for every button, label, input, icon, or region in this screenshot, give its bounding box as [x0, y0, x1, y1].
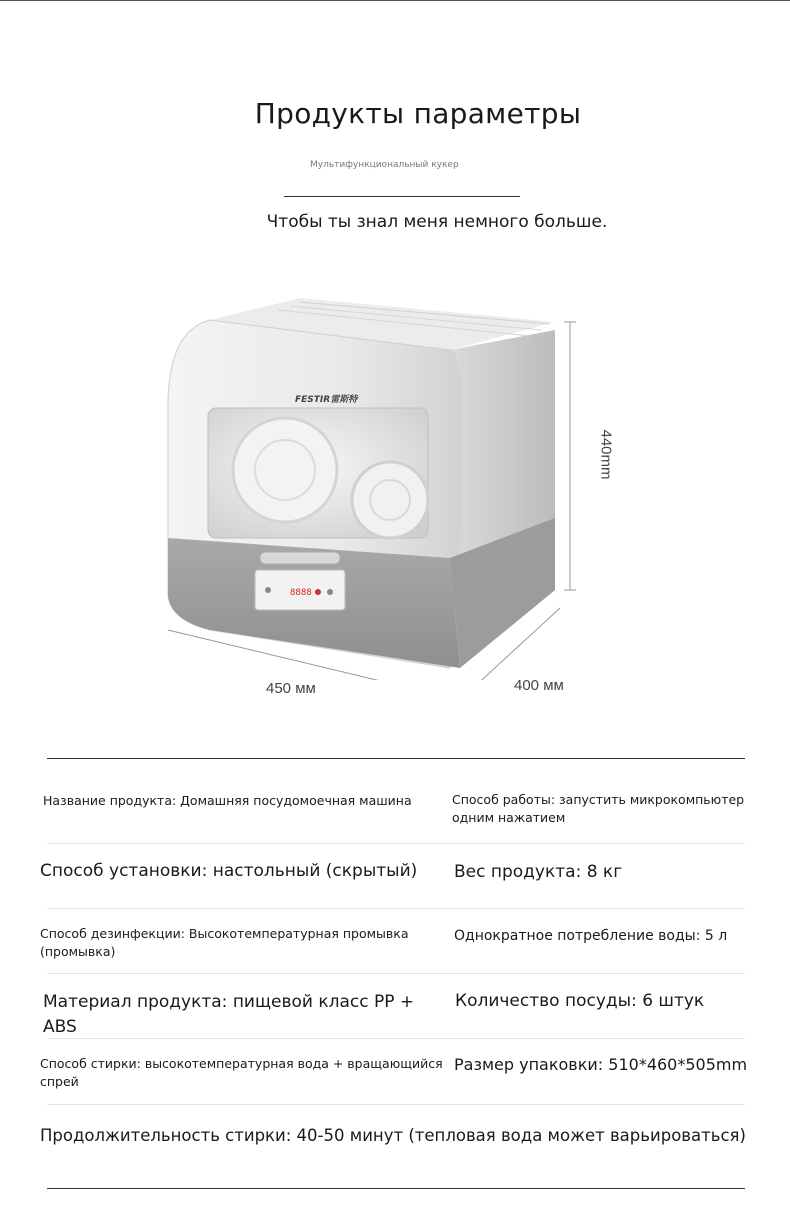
top-divider [0, 0, 790, 1]
spec-washing: Способ стирки: высокотемпературная вода + вращающийся спрей [40, 1056, 443, 1090]
spec-water: Однократное потребление воды: 5 л [454, 928, 728, 944]
spec-package: Размер упаковки: 510*460*505mm [454, 1055, 748, 1074]
subtitle-divider [284, 196, 520, 197]
spec-disinfection: Способ дезинфекции: Высокотемпературная промывка (промывка) [40, 926, 409, 960]
spec-dishes: Количество посуды: 6 штук [455, 991, 705, 1011]
spec-material: Материал продукта: пищевой класс PP + ABS [43, 992, 415, 1037]
row-divider [47, 1104, 745, 1105]
row-divider [47, 1038, 745, 1039]
specs-top-divider [47, 758, 745, 759]
subtitle: Мультифункциональный кукер [310, 160, 459, 170]
height-dimension: 440mm [597, 429, 615, 480]
brand-logo: FESTIR雷斯特 [295, 395, 358, 405]
specs-bottom-divider [47, 1188, 745, 1189]
row-divider [47, 973, 745, 974]
row-divider [47, 843, 745, 844]
display-digits: 8888 [290, 588, 312, 598]
page-title: Продукты параметры [254, 96, 582, 130]
spec-operation: Способ работы: запустить микрокомпьютер одним нажатием [452, 792, 745, 826]
spec-installation: Способ установки: настольный (скрытый) [40, 861, 418, 881]
width-dimension: 450 мм [266, 680, 316, 697]
spec-weight: Вес продукта: 8 кг [454, 862, 623, 882]
spec-name: Название продукта: Домашняя посудомоечная машина [43, 793, 412, 808]
row-divider [47, 908, 745, 909]
depth-dimension: 400 мм [514, 677, 564, 694]
spec-duration: Продолжительность стирки: 40-50 минут (тепловая вода может варьироваться) [40, 1126, 746, 1145]
tagline: Чтобы ты знал меня немного больше. [266, 212, 608, 232]
dishwasher-image [150, 290, 600, 680]
